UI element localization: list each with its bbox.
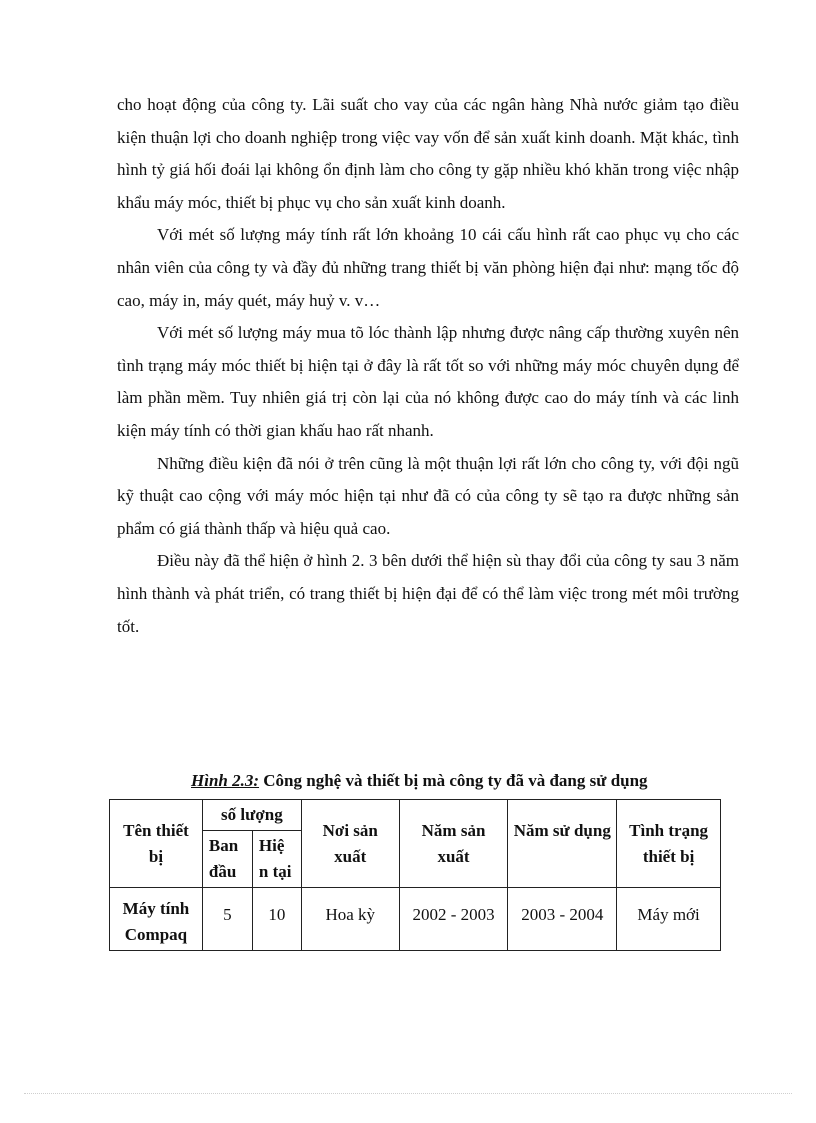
paragraph-2: Với mét số lượng máy tính rất lớn khoảng 10 cái cấu hình rất cao phục vụ cho các nhân viên của công ty và đầy đủ những trang thiết bị văn phòng hiện đại như: mạng tốc độ cao, máy in, máy quét, máy huỷ v. v… bbox=[117, 225, 739, 310]
paragraph-3: Với mét số lượng máy mua tõ lóc thành lập nhưng được nâng cấp thường xuyên nên tình trạng máy móc thiết bị hiện tại ở đây là rất tốt so với những máy móc chuyên dụng để làm phần mềm. Tuy nhiên giá trị còn lại của nó không được cao do máy tính và các linh kiện máy tính có thời gian khấu hao rất nhanh. bbox=[117, 323, 739, 440]
figure-title: Công nghệ và thiết bị mà công ty đã và đang sử dụng bbox=[259, 771, 648, 790]
cell-year-used: 2003 - 2004 bbox=[508, 888, 617, 951]
header-device-name: Tên thiết bị bbox=[110, 800, 203, 888]
paragraph-1: cho hoạt động của công ty. Lãi suất cho vay của các ngân hàng Nhà nước giảm tạo điều kiện thuận lợi cho doanh nghiệp trong việc vay vốn để sản xuất kinh doanh. Mặt khác, tình hình tỷ giá hối đoái lại không ổn định làm cho công ty gặp nhiều khó khăn trong việc nhập khẩu máy móc, thiết bị phục vụ cho sản xuất kinh doanh. bbox=[117, 95, 739, 212]
header-quantity: số lượng bbox=[202, 800, 301, 831]
figure-caption bbox=[191, 771, 731, 791]
header-year-used: Năm sử dụng bbox=[508, 800, 617, 888]
paragraph-5: Điều này đã thể hiện ở hình 2. 3 bên dưới thể hiện sù thay đổi của công ty sau 3 năm hình thành và phát triển, có trang thiết bị hiện đại để có thể làm việc trong mét môi trường tốt. bbox=[117, 551, 739, 636]
header-status: Tình trạng thiết bị bbox=[617, 800, 721, 888]
header-quantity-initial: Ban đầu bbox=[202, 831, 252, 888]
table-row bbox=[110, 888, 721, 951]
figure-label: Hình 2.3: bbox=[191, 771, 260, 790]
cell-current: 10 bbox=[252, 888, 301, 951]
table-header-row bbox=[110, 800, 721, 831]
header-year-made: Năm sản xuất bbox=[399, 800, 508, 888]
header-quantity-current: Hiệ n tại bbox=[252, 831, 301, 888]
cell-initial: 5 bbox=[202, 888, 252, 951]
cell-origin: Hoa kỳ bbox=[301, 888, 399, 951]
cell-status: Máy mới bbox=[617, 888, 721, 951]
page-bottom-divider bbox=[24, 1093, 792, 1094]
header-origin: Nơi sản xuất bbox=[301, 800, 399, 888]
equipment-table bbox=[109, 799, 721, 951]
cell-year-made: 2002 - 2003 bbox=[399, 888, 508, 951]
body-text bbox=[117, 89, 739, 643]
cell-device-name: Máy tính Compaq bbox=[110, 888, 203, 951]
paragraph-4: Những điều kiện đã nói ở trên cũng là một thuận lợi rất lớn cho công ty, với đội ngũ kỹ thuật cao cộng với máy móc hiện tại như đã có của công ty sẽ tạo ra được những sản phẩm có giá thành thấp và hiệu quả cao. bbox=[117, 453, 739, 538]
